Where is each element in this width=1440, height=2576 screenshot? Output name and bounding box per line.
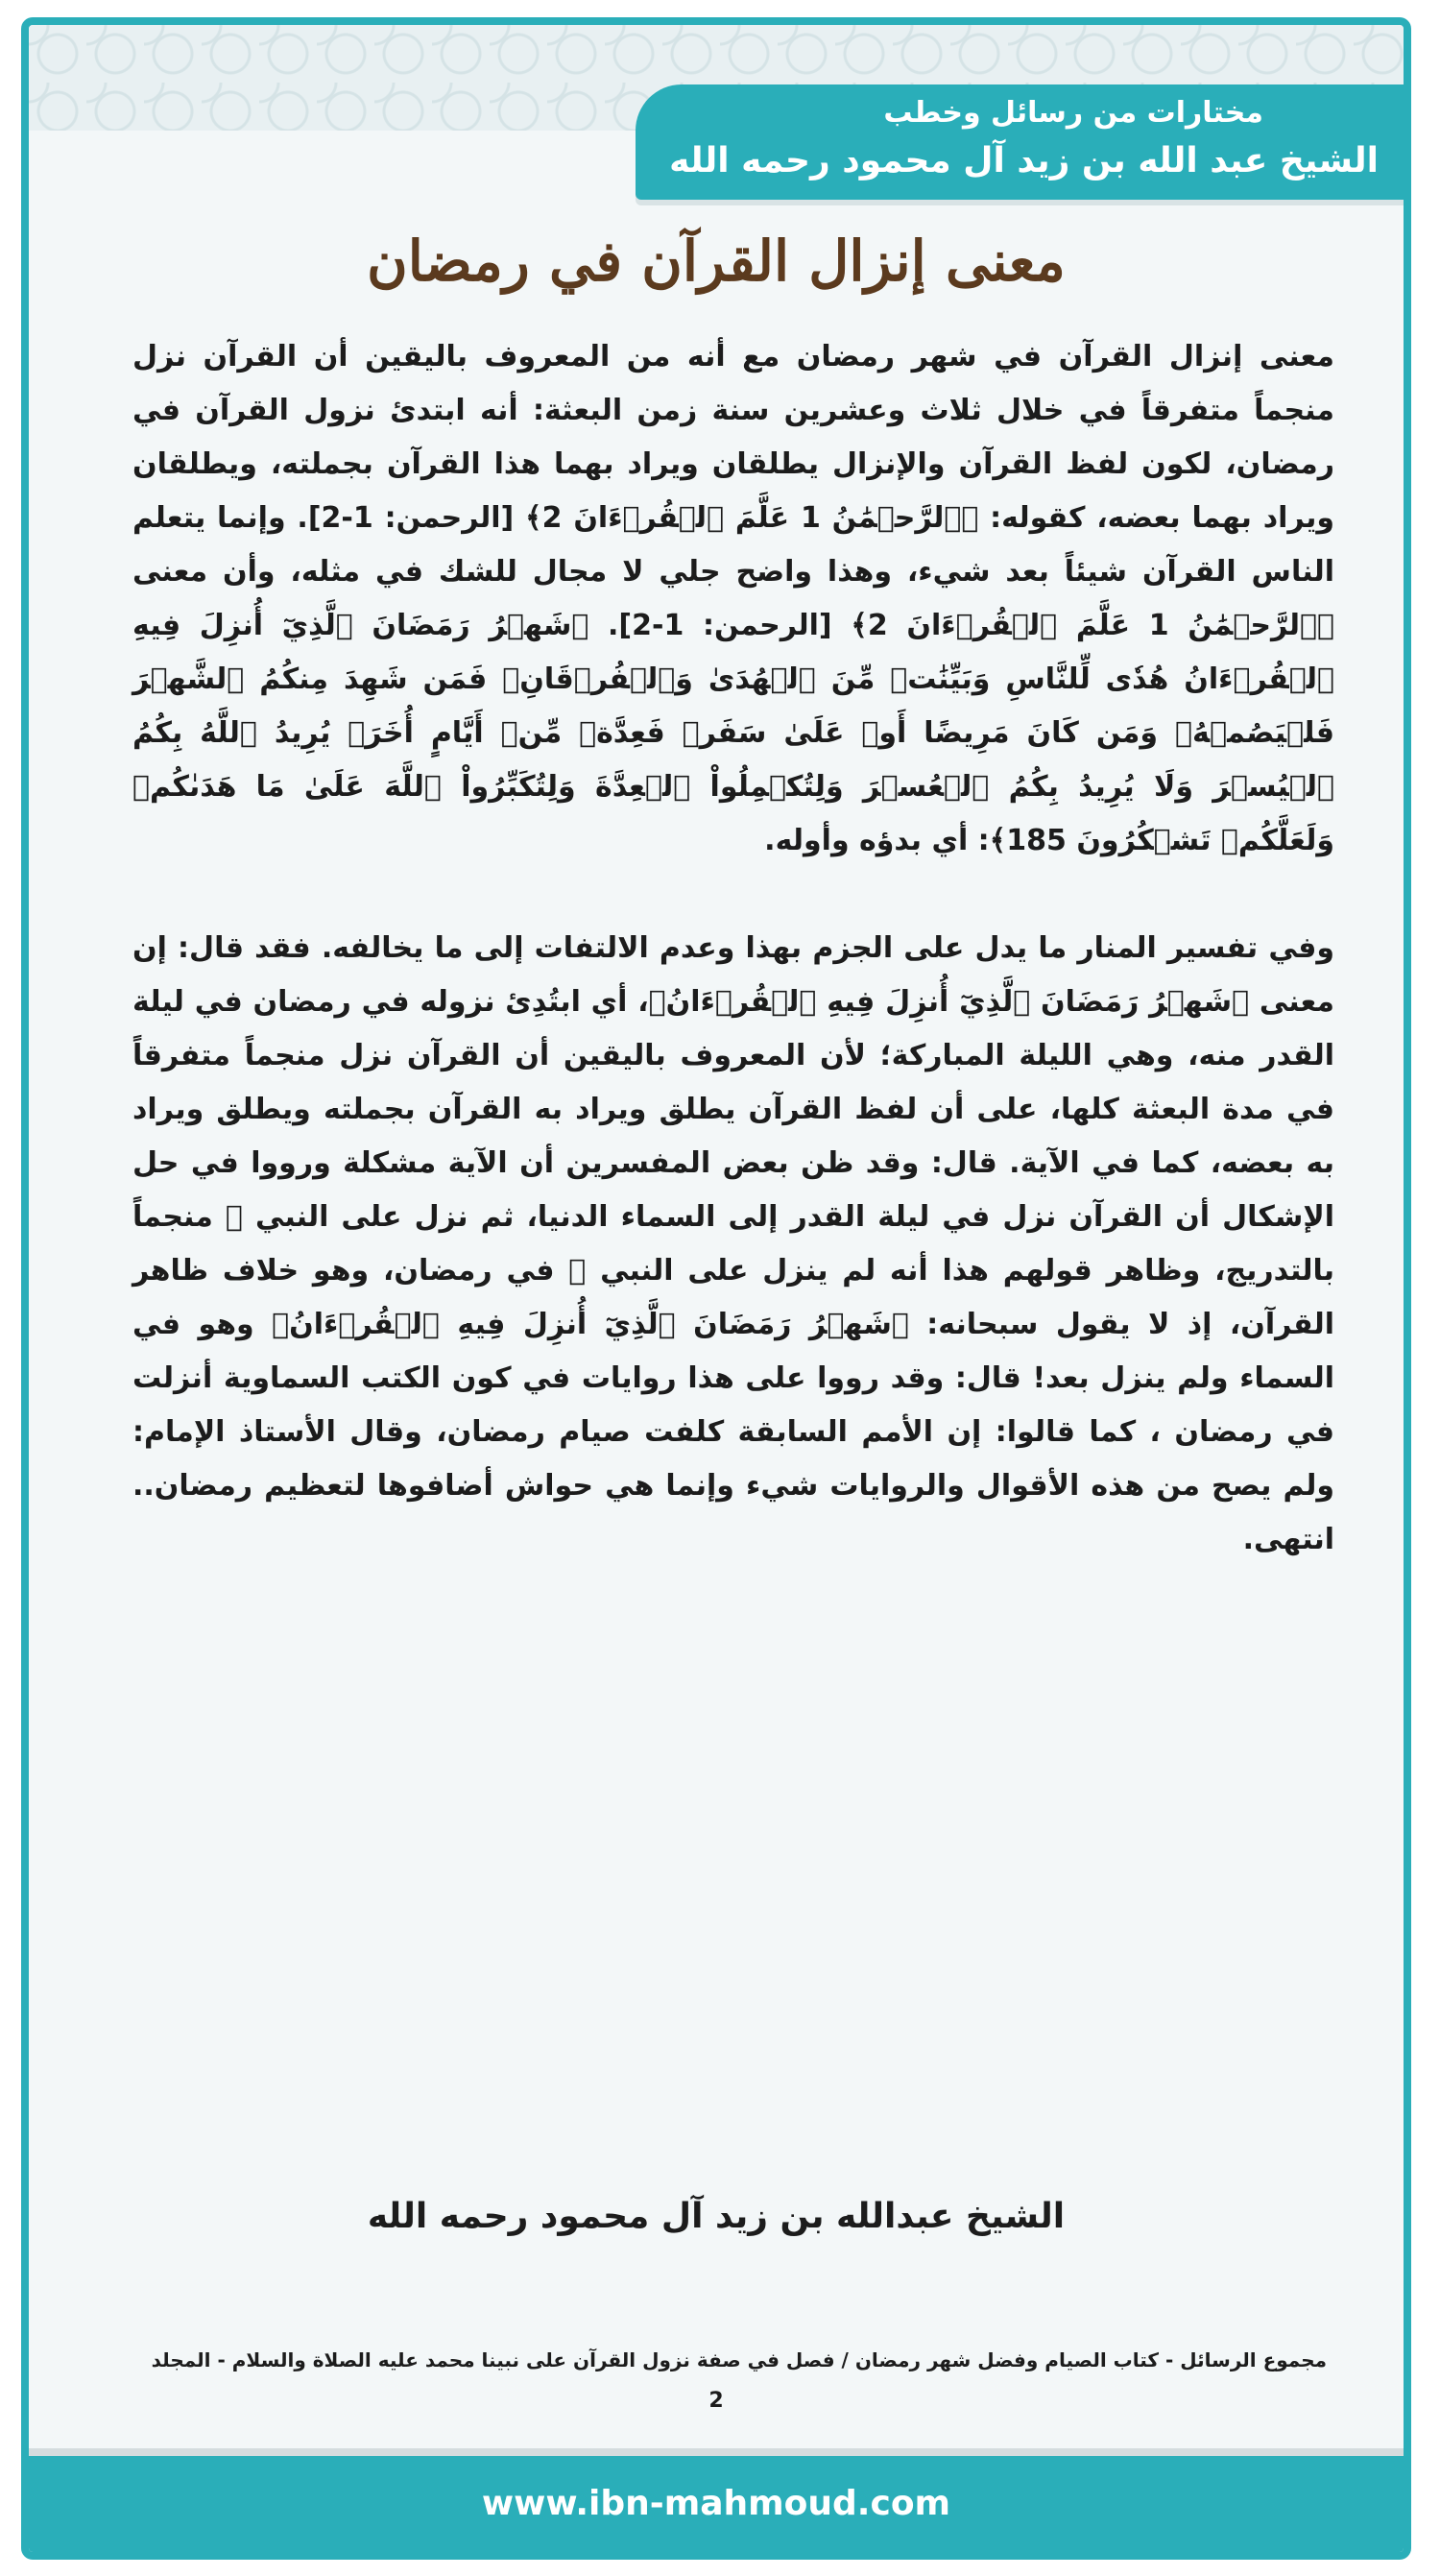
page-number: 2	[708, 2389, 724, 2413]
website-link[interactable]: www.ibn-mahmoud.com	[481, 2484, 951, 2523]
paragraph-1: معنى إنزال القرآن في شهر رمضان مع أنه من المعروف باليقين أن القرآن نزل منجماً متفرقاً في خلال ثلاث وعشرين سنة زمن البعثة: أنه ابتدئ نزول القرآن في رمضان، لكون لفظ القرآن والإنزال يطلقان ويراد بهما هذا القرآن بجملته، ويطلقان ويراد بهما بعضه، كقوله: ﴿ٱلرَّحۡمَٰنُ 1 عَلَّمَ ٱلۡقُرۡءَانَ 2﴾ [الرحمن: 1-2]. وإنما يتعلم الناس القرآن شيئاً بعد شيء، وهذا واضح جلي لا مجال للشك في مثله، وأن معنى ﴿ٱلرَّحۡمَٰنُ 1 عَلَّمَ ٱلۡقُرۡءَانَ 2﴾ [الرحمن: 1-2]. ﴿شَهۡرُ رَمَضَانَ ٱلَّذِيٓ أُنزِلَ فِيهِ ٱلۡقُرۡءَانُ هُدٗى لِّلنَّاسِ وَبَيِّنَٰتٖ مِّنَ ٱلۡهُدَىٰ وَٱلۡفُرۡقَانِۚ فَمَن شَهِدَ مِنكُمُ ٱلشَّهۡرَ فَلۡيَصُمۡهُۖ وَمَن كَانَ مَرِيضًا أَوۡ عَلَىٰ سَفَرٖ فَعِدَّةٞ مِّنۡ أَيَّامٍ أُخَرَۗ يُرِيدُ ٱللَّهُ بِكُمُ ٱلۡيُسۡرَ وَلَا يُرِيدُ بِكُمُ ٱلۡعُسۡرَ وَلِتُكۡمِلُواْ ٱلۡعِدَّةَ وَلِتُكَبِّرُواْ ٱللَّهَ عَلَىٰ مَا هَدَىٰكُمۡ وَلَعَلَّكُمۡ تَشۡكُرُونَ 185﴾: أي بدؤه وأوله.	[132, 340, 1334, 857]
article-body	[132, 330, 1334, 1567]
header-author-name: الشيخ عبد الله بن زيد آل محمود رحمه الله	[669, 141, 1379, 181]
footer-bar	[29, 2456, 1404, 2552]
header-banner	[636, 84, 1404, 200]
author-signature: الشيخ عبدالله بن زيد آل محمود رحمه الله	[367, 2197, 1066, 2236]
source-citation: مجموع الرسائل - كتاب الصيام وفضل شهر رمضان / فصل في صفة نزول القرآن على نبينا محمد عليه الصلاة والسلام - المجلد	[151, 2348, 1327, 2371]
header-series-title: مختارات من رسائل وخطب	[883, 96, 1263, 130]
page-frame	[21, 17, 1411, 2560]
page-title: معنى إنزال القرآن في رمضان	[367, 229, 1066, 294]
paragraph-2: وفي تفسير المنار ما يدل على الجزم بهذا وعدم الالتفات إلى ما يخالفه. فقد قال: إن معنى ﴿شَهۡرُ رَمَضَانَ ٱلَّذِيٓ أُنزِلَ فِيهِ ٱلۡقُرۡءَانُ﴾، أي ابتُدِئ نزوله في رمضان في ليلة القدر منه، وهي الليلة المباركة؛ لأن المعروف باليقين أن القرآن نزل منجماً متفرقاً في مدة البعثة كلها، على أن لفظ القرآن يطلق ويراد به القرآن بجملته ويطلق ويراد به بعضه، كما في الآية. قال: وقد ظن بعض المفسرين أن الآية مشكلة ورووا في حل الإشكال أن القرآن نزل في ليلة القدر إلى السماء الدنيا، ثم نزل على النبي ﷺ منجماً بالتدريج، وظاهر قولهم هذا أنه لم ينزل على النبي ﷺ في رمضان، وهو خلاف ظاهر القرآن، إذ لا يقول سبحانه: ﴿شَهۡرُ رَمَضَانَ ٱلَّذِيٓ أُنزِلَ فِيهِ ٱلۡقُرۡءَانُ﴾ وهو في السماء ولم ينزل بعد! قال: وقد رووا على هذا روايات في كون الكتب السماوية أنزلت في رمضان ، كما قالوا: إن الأمم السابقة كلفت صيام رمضان، وقال الأستاذ الإمام: ولم يصح من هذه الأقوال والروايات شيء وإنما هي حواش أضافوها لتعظيم رمضان.. انتهى.	[132, 931, 1334, 1556]
